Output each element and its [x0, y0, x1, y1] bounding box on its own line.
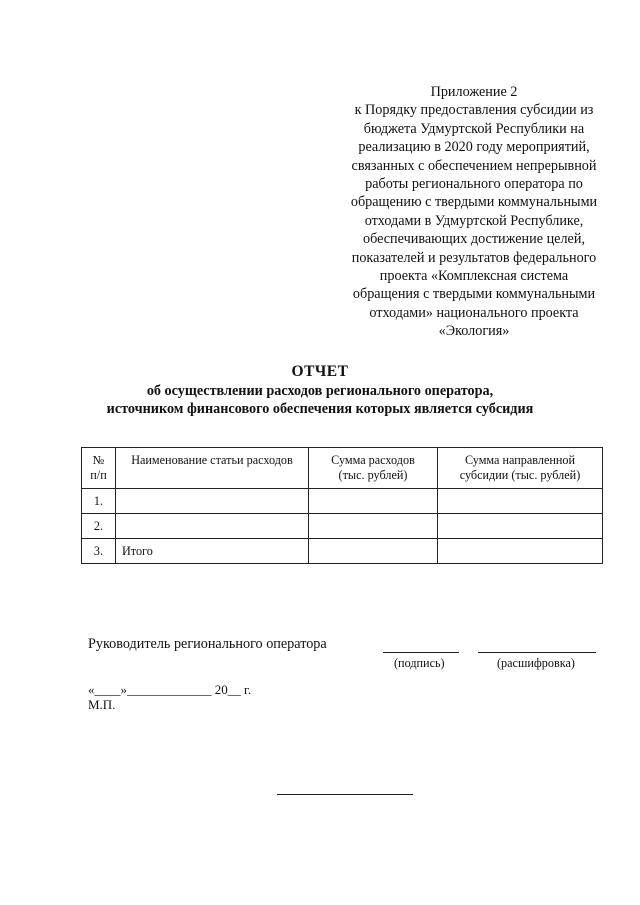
report-title: ОТЧЕТ	[291, 363, 349, 380]
header-expense-item	[116, 448, 309, 489]
header-expense-sum-line: (тыс. рублей)	[338, 468, 408, 482]
appendix-line: отходами в Удмуртской Республике,	[364, 212, 584, 229]
row-expense-item: Итого	[116, 539, 309, 564]
row-expense-sum	[309, 514, 438, 539]
report-heading	[0, 362, 640, 418]
row-expense-sum	[309, 489, 438, 514]
signature-line	[383, 652, 459, 653]
appendix-line: проекта «Комплексная система	[379, 268, 569, 285]
appendix-line: бюджета Удмуртской Республики на	[363, 120, 585, 137]
row-number: 3.	[82, 539, 116, 564]
row-subsidy-sum	[438, 514, 603, 539]
header-subsidy-sum-line: Сумма направленной	[464, 453, 576, 467]
header-subsidy-sum	[438, 448, 603, 489]
stamp-place-label: М.П.	[88, 697, 116, 712]
report-subtitle-line: об осуществлении расходов регионального оператора,	[146, 383, 494, 399]
appendix-line: работы регионального оператора по	[365, 176, 583, 193]
row-expense-sum	[309, 539, 438, 564]
table-row	[82, 514, 603, 539]
row-number: 2.	[82, 514, 116, 539]
appendix-line: «Экология»	[438, 323, 510, 340]
appendix-line: к Порядку предоставления субсидии из	[354, 102, 594, 119]
header-subsidy-sum-line: субсидии (тыс. рублей)	[459, 468, 581, 482]
signature-caption: (подпись)	[394, 656, 445, 670]
expense-report-table	[81, 447, 603, 564]
end-rule	[277, 794, 413, 795]
row-subsidy-sum	[438, 539, 603, 564]
row-number: 1.	[82, 489, 116, 514]
appendix-line: обращения с твердыми коммунальными	[352, 286, 596, 303]
appendix-line: связанных с обеспечением непрерывной	[351, 157, 597, 174]
appendix-line: отходами» национального проекта	[369, 304, 579, 321]
header-expense-sum	[309, 448, 438, 489]
header-expense-sum-line: Сумма расходов	[331, 453, 415, 467]
table-row	[82, 489, 603, 514]
appendix-line: реализацию в 2020 году мероприятий,	[358, 139, 590, 156]
decoding-line	[478, 652, 596, 653]
header-number-line: п/п	[90, 468, 107, 482]
appendix-line: Приложение 2	[430, 84, 518, 100]
table-header-row	[82, 448, 603, 489]
row-expense-item	[116, 489, 309, 514]
header-expense-item-text: Наименование статьи расходов	[131, 453, 293, 467]
appendix-note	[318, 83, 630, 341]
date-line: «____»_____________ 20__ г.	[88, 682, 252, 697]
table-row-total	[82, 539, 603, 564]
appendix-line: показателей и результатов федерального	[351, 249, 597, 266]
report-subtitle-line: источником финансового обеспечения которых является субсидия	[106, 401, 534, 417]
decoding-caption: (расшифровка)	[497, 656, 575, 670]
manager-label: Руководитель регионального оператора	[88, 636, 327, 652]
appendix-line: обеспечивающих достижение целей,	[362, 231, 585, 248]
appendix-line: обращению с твердыми коммунальными	[350, 194, 598, 211]
header-number-line: №	[92, 453, 105, 467]
row-subsidy-sum	[438, 489, 603, 514]
header-number	[82, 448, 116, 489]
row-expense-item	[116, 514, 309, 539]
